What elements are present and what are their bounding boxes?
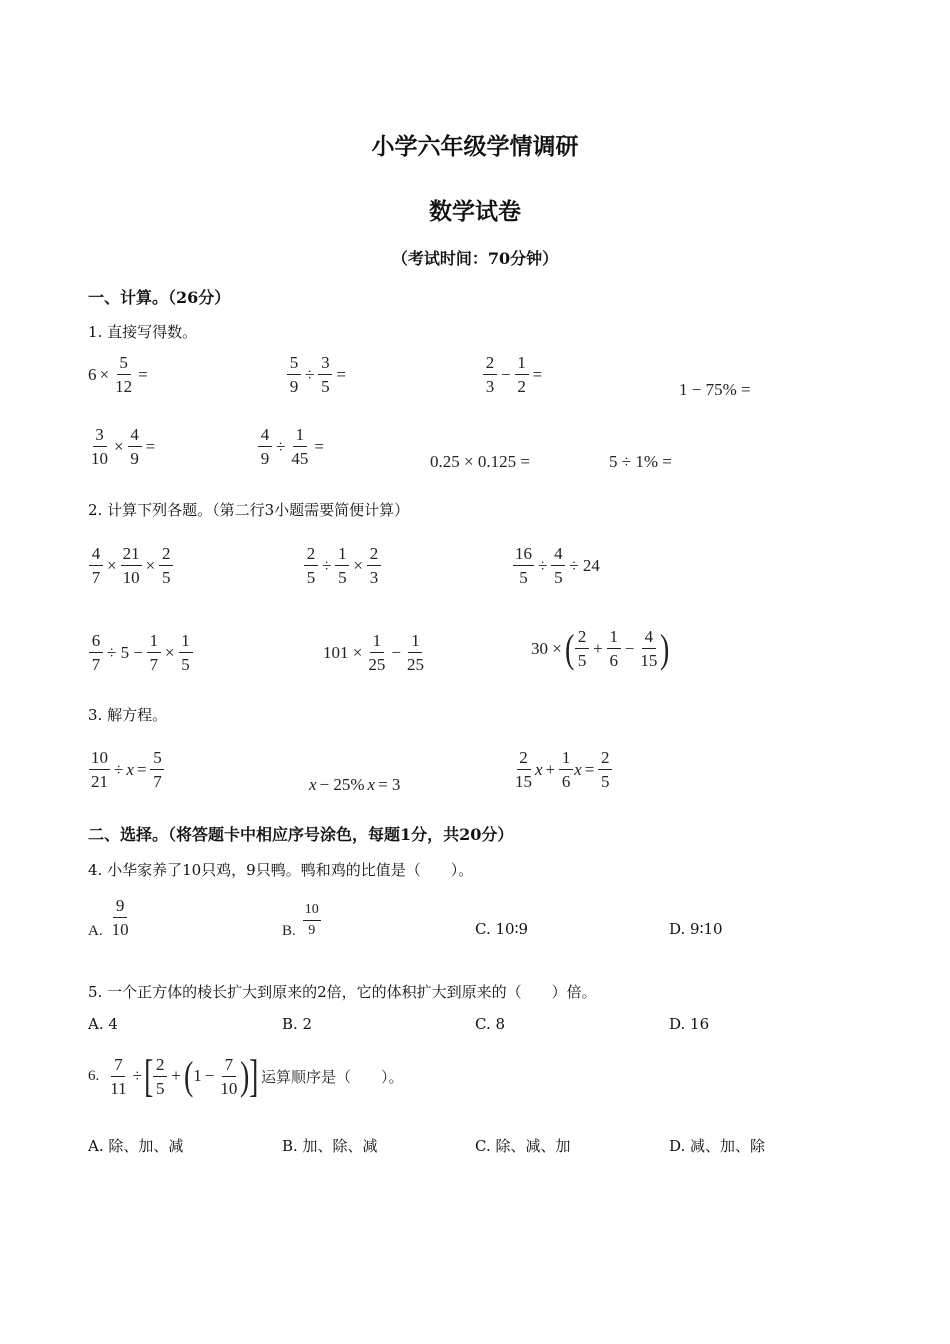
operator: ×: [353, 555, 363, 575]
denominator: 21: [91, 772, 108, 791]
q4-option-a[interactable]: [88, 895, 132, 940]
numerator: 1: [515, 354, 529, 375]
equals-sign: =: [314, 436, 324, 456]
denominator: 5: [577, 651, 587, 670]
numerator: 4: [89, 545, 103, 566]
fraction: [638, 628, 659, 669]
operator: −: [204, 1066, 215, 1085]
fraction: [366, 632, 387, 673]
denominator: 7: [91, 655, 101, 674]
fraction: [289, 426, 310, 467]
question-6-tail: 运算顺序是（ ）。: [260, 1067, 404, 1086]
operator: ÷: [538, 555, 548, 575]
q1-item-a1: [88, 354, 151, 395]
numerator: 9: [113, 897, 127, 918]
denominator: 5: [321, 377, 330, 396]
numerator: 5: [150, 749, 164, 770]
numerator: 1: [607, 628, 621, 649]
denominator: 15: [515, 772, 532, 791]
fraction: [258, 426, 272, 467]
numerator: 2: [159, 545, 173, 566]
numerator: 7: [111, 1056, 125, 1077]
numerator: 1: [370, 632, 384, 653]
denominator: 10: [91, 449, 108, 468]
numerator: 10: [303, 903, 321, 921]
operator: −: [624, 638, 635, 658]
section-2-heading: 二、选择。（将答题卡中相应序号涂色，每题1分，共20分）: [88, 825, 514, 844]
fraction: [218, 1056, 239, 1097]
variable-x: x: [309, 775, 317, 794]
denominator: 10: [111, 920, 129, 939]
q5-option-b[interactable]: B. 2: [282, 1015, 313, 1033]
operator: ÷: [276, 436, 286, 456]
fraction: [513, 749, 534, 790]
fraction: [287, 354, 301, 395]
fraction: [515, 354, 529, 395]
fraction: [513, 545, 534, 586]
operator: +: [171, 1066, 181, 1085]
option-label: B.: [282, 923, 296, 939]
denominator: 5: [181, 655, 190, 674]
denominator: 5: [519, 568, 528, 587]
fraction: [113, 354, 134, 395]
q6-option-a[interactable]: A. 除、加、减: [88, 1137, 184, 1155]
equals-sign: =: [532, 364, 543, 384]
equals-sign: =: [584, 759, 595, 779]
q6-option-d[interactable]: D. 减、加、除: [669, 1137, 766, 1155]
denominator: 6: [561, 772, 571, 791]
q2-item-c2: [303, 545, 382, 586]
denominator: 15: [640, 651, 658, 670]
variable-x: x: [535, 759, 543, 779]
middle-expression: ÷ 5 −: [107, 642, 143, 662]
q2-item-d2: [320, 632, 427, 673]
tail-expression: ÷ 24: [569, 555, 600, 575]
denominator: 45: [291, 449, 309, 468]
whole-number: 6: [88, 364, 97, 384]
operator: ×: [164, 642, 175, 662]
equals-sign: =: [138, 364, 148, 384]
denominator: 3: [369, 568, 379, 587]
q4-option-d[interactable]: D. 9∶10: [669, 920, 723, 938]
q1-item-b3: 0.25 × 0.125 =: [430, 452, 530, 471]
numerator: 1: [408, 632, 422, 653]
fraction: [153, 1056, 167, 1097]
q1-item-b2: [257, 426, 327, 467]
operator: ×: [107, 555, 117, 575]
denominator: 10: [220, 1078, 238, 1098]
denominator: 5: [161, 568, 171, 587]
equals-sign: =: [145, 436, 156, 456]
denominator: 5: [601, 772, 610, 791]
page-title: 小学六年级学情调研: [371, 133, 579, 160]
operator: +: [545, 759, 556, 779]
left-paren: (: [183, 1053, 194, 1098]
fraction: [108, 1056, 128, 1097]
denominator: 5: [554, 568, 563, 587]
operator: ÷: [114, 759, 124, 779]
variable-x: x: [126, 759, 134, 779]
question-5-stem: 5. 一个正方体的棱长扩大到原来的2倍，它的体积扩大到原来的（ ）倍。: [88, 983, 597, 1001]
denominator: 3: [485, 377, 495, 396]
numerator: 7: [222, 1056, 236, 1077]
fraction: [335, 545, 349, 586]
q1-item-b4: 5 ÷ 1% =: [609, 452, 672, 471]
q3-equation-3: [512, 749, 613, 790]
lead-expression: 30 ×: [531, 638, 562, 658]
operator: +: [593, 638, 603, 658]
q4-option-b[interactable]: [282, 901, 322, 940]
numerator: 5: [117, 354, 131, 375]
q1-item-b1: [88, 426, 158, 467]
numerator: 21: [121, 545, 142, 566]
fraction: [318, 354, 332, 395]
fraction: [303, 903, 321, 938]
denominator: 2: [517, 377, 526, 396]
variable-x: x: [367, 775, 376, 794]
variable-x: x: [574, 759, 582, 779]
denominator: 7: [153, 772, 162, 791]
numerator: 1: [293, 426, 307, 447]
q2-item-c3: [512, 545, 603, 586]
denominator: 5: [156, 1078, 165, 1098]
fraction: [89, 749, 110, 790]
fraction: [128, 426, 142, 467]
operator: ×: [99, 364, 110, 384]
q1-item-a4: 1 − 75% =: [679, 380, 751, 399]
fraction: [575, 628, 589, 669]
denominator: 9: [130, 449, 139, 468]
numerator: 2: [517, 749, 531, 770]
question-4-stem: 4. 小华家养了10只鸡，9只鸭。鸭和鸡的比值是（ ）。: [88, 861, 474, 879]
numerator: 4: [551, 545, 565, 566]
denominator: 10: [122, 568, 140, 587]
numerator: 2: [153, 1056, 167, 1077]
operator: ÷: [132, 1066, 142, 1085]
fraction: [559, 749, 573, 790]
numerator: 16: [513, 545, 534, 566]
q6-option-b[interactable]: B. 加、除、减: [282, 1137, 378, 1155]
q1-item-a2: [286, 354, 349, 395]
numerator: 1: [147, 632, 161, 653]
operator: ÷: [305, 364, 315, 384]
right-paren: ): [660, 625, 670, 671]
operator: ÷: [322, 555, 332, 575]
q5-option-c[interactable]: C. 8: [475, 1015, 506, 1033]
fraction: [147, 632, 161, 673]
denominator: 9: [260, 449, 270, 468]
q6-option-c[interactable]: C. 除、减、加: [475, 1137, 571, 1155]
denominator: 7: [91, 568, 101, 587]
fraction: [121, 545, 142, 586]
section-1-heading: 一、计算。（26分）: [88, 288, 231, 307]
numerator: 1: [335, 545, 349, 566]
numerator: 2: [367, 545, 381, 566]
q2-item-c1: [88, 545, 174, 586]
fraction: [89, 426, 110, 467]
numerator: 10: [89, 749, 110, 770]
fraction: [179, 632, 193, 673]
numerator: 2: [304, 545, 318, 566]
q1-item-a3: [482, 354, 545, 395]
fraction: [607, 628, 621, 669]
q5-option-a[interactable]: A. 4: [88, 1015, 118, 1033]
right-bracket: ]: [248, 1050, 258, 1101]
denominator: 5: [306, 568, 316, 587]
operator: ×: [145, 555, 156, 575]
numerator: 1: [559, 749, 573, 770]
lead-expression: 101 ×: [323, 642, 363, 662]
numerator: 4: [258, 426, 272, 447]
q4-option-c[interactable]: C. 10∶9: [475, 920, 529, 938]
fraction: [150, 749, 164, 790]
operator: ×: [114, 436, 124, 456]
q2-item-d1: [88, 632, 194, 673]
fraction: [304, 545, 318, 586]
numerator: 4: [128, 426, 142, 447]
denominator: 7: [149, 655, 159, 674]
question-3-label: 3. 解方程。: [88, 706, 168, 724]
question-number: 6.: [88, 1067, 100, 1084]
denominator: 9: [289, 377, 299, 396]
numerator: 2: [483, 354, 497, 375]
q3-equation-1: [88, 749, 165, 790]
question-6-stem: [88, 1050, 404, 1101]
denominator: 25: [368, 655, 386, 674]
numerator: 5: [287, 354, 301, 375]
whole-number: 1: [193, 1066, 202, 1085]
middle-expression: − 25%: [319, 775, 365, 794]
q5-option-d[interactable]: D. 16: [669, 1015, 710, 1033]
option-label: A.: [88, 923, 103, 939]
operator: −: [391, 642, 401, 662]
fraction: [159, 545, 173, 586]
q3-equation-2: [309, 775, 403, 795]
left-bracket: [: [144, 1050, 154, 1101]
left-paren: (: [564, 625, 575, 671]
denominator: 5: [338, 568, 347, 587]
tail-expression: = 3: [378, 775, 401, 794]
page-subtitle: 数学试卷: [429, 198, 521, 225]
numerator: 2: [575, 628, 589, 649]
denominator: 6: [609, 651, 619, 670]
fraction: [367, 545, 381, 586]
right-paren: ): [240, 1053, 250, 1098]
denominator: 25: [406, 655, 424, 674]
equals-sign: =: [336, 364, 346, 384]
denominator: 12: [115, 377, 133, 396]
fraction: [483, 354, 497, 395]
fraction: [405, 632, 426, 673]
denominator: 11: [110, 1078, 127, 1098]
numerator: 6: [89, 632, 103, 653]
numerator: 3: [318, 354, 332, 375]
fraction: [89, 545, 103, 586]
numerator: 3: [93, 426, 107, 447]
exam-time-note: （考试时间：70分钟）: [391, 249, 559, 268]
fraction: [551, 545, 565, 586]
fraction: [89, 632, 103, 673]
numerator: 1: [179, 632, 193, 653]
equals-sign: =: [136, 759, 147, 779]
fraction: [598, 749, 612, 790]
numerator: 4: [642, 628, 656, 649]
fraction: [110, 897, 131, 938]
q2-item-d3: [528, 625, 670, 671]
denominator: 9: [308, 923, 316, 938]
question-1-label: 1. 直接写得数。: [88, 323, 198, 341]
operator: −: [501, 364, 511, 384]
question-2-label: 2. 计算下列各题。（第二行3小题需要简便计算）: [88, 501, 410, 519]
numerator: 2: [598, 749, 612, 770]
